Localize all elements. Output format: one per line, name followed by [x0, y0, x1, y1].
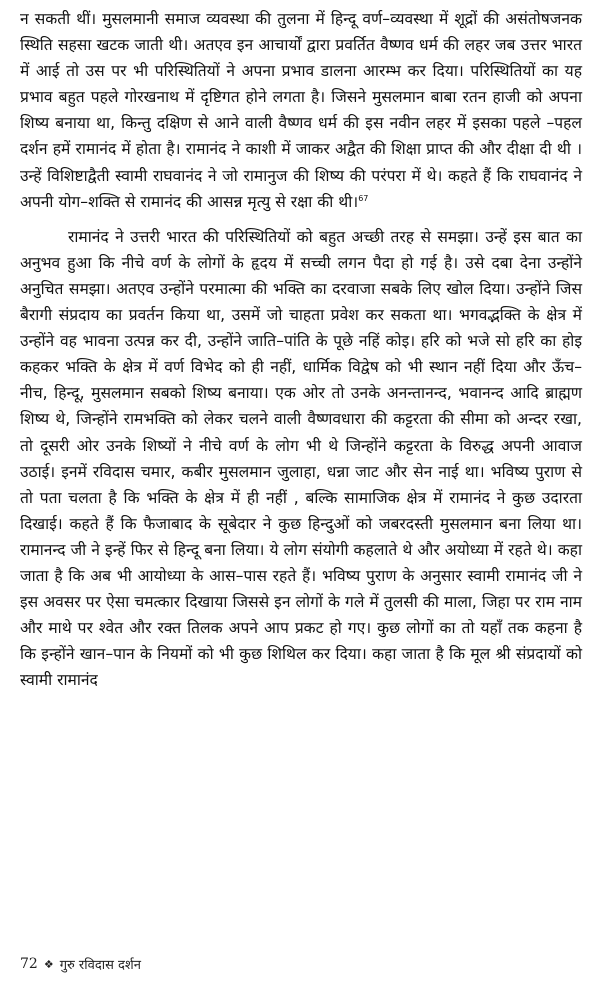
paragraph-1-text: न सकती थीं। मुसलमानी समाज व्यवस्था की तुलना में हिन्दू वर्ण–व्यवस्था में शूद्रों की असंतोषजनक स्थिति सहसा खटक जाती थी। अतएव इन आचार्यों द्वारा प्रवर्तित वैष्णव धर्म की लहर जब उत्तर भारत में आई तो उस पर भी परिस्थितियों ने अपना प्रभाव डालना आरम्भ कर दिया। परिस्थितियों का यह प्रभाव बहुत पहले गोरखनाथ में दृष्टिगत होने लगता है। जिसने मुसलमान बाबा रतन हाजी को अपना शिष्य बनाया था, किन्तु दक्षिण से आने वाली वैष्णव धर्म की इस नवीन लहर में इसका पहले –पहल दर्शन हमें रामानंद में होता है। रामानंद ने काशी में जाकर अद्वैत की शिक्षा प्राप्त की और दीक्षा दी थी । उन्हें विशिष्टाद्वैती स्वामी राघवानंद ने जो रामानुज की शिष्य की परंपरा में थे। कहते हैं कि राघवानंद ने अपनी योग–शक्ति से रामानंद की आसन्न मृत्यु से रक्षा की थी।	[20, 10, 582, 211]
footnote-marker: 67	[358, 193, 369, 203]
page-number: 72	[20, 956, 38, 972]
paragraph-2-text: रामानंद ने उत्तरी भारत की परिस्थितियों को बहुत अच्छी तरह से समझा। उन्हें इस बात का अनुभव हुआ कि नीचे वर्ण के लोगों के हृदय में सच्ची लगन पैदा हो गई है। उसे दबा देना उन्होंने अनुचित समझा। अतएव उन्होंने परमात्मा की भक्ति का दरवाजा सबके लिए खोल दिया। उन्होंने जिस बैरागी संप्रदाय का प्रवर्तन किया था, उसमें जो चाहता प्रवेश कर सकता था। भगवद्भक्ति के क्षेत्र में उन्होंने वह भावना उत्पन्न कर दी, उन्होंने जाति–पांति के पूछे नहिं कोइ। हरि को भजे सो हरि का होइ कहकर भक्ति के क्षेत्र में वर्ण विभेद को ही नहीं, धार्मिक विद्वेष को भी स्थान नहीं दिया और ऊँच–नीच, हिन्दू, मुसलमान सबको शिष्य बनाया। एक ओर तो उनके अनन्तानन्द, भवानन्द आदि ब्राह्मण शिष्य थे, जिन्होंने रामभक्ति को लेकर चलने वाली वैष्णवधारा की कट्टरता की सीमा को अन्दर रखा, तो दूसरी ओर उनके शिष्यों ने नीचे वर्ण के लोग भी थे जिन्होंने कट्टरता के विरुद्ध अपनी आवाज उठाई। इनमें रविदास चमार, कबीर मुसलमान जुलाहा, धन्ना जाट और सेन नाई था। भविष्य पुराण से तो पता चलता है कि भक्ति के क्षेत्र में ही नहीं , बल्कि सामाजिक क्षेत्र में रामानंद ने कुछ उदारता दिखाई। कहते हैं कि फैजाबाद के सूबेदार ने कुछ हिन्दुओं को जबरदस्ती मुसलमान बना लिया था। रामानन्द जी ने इन्हें फिर से हिन्दू बना लिया। ये लोग संयोगी कहलाते थे और अयोध्या में रहते थे। कहा जाता है कि अब भी आयोध्या के आस–पास रहते हैं। भविष्य पुराण के अनुसार स्वामी रामानंद जी ने इस अवसर पर ऐसा चमत्कार दिखाया जिससे इन लोगों के गले में तुलसी की माला, जिहा पर राम नाम और माथे पर श्वेत और रक्त तिलक अपने आप प्रकट हो गए। कुछ लोगों का तो यहाँ तक कहना है कि इन्होंने खान–पान के नियमों को भी कुछ शिथिल कर दिया। कहा जाता है कि मूल श्री संप्रदायों को स्वामी रामानंद	[20, 227, 582, 690]
page-body	[20, 6, 582, 693]
book-title: गुरु रविदास दर्शन	[59, 958, 141, 973]
ornament-icon: ❖	[43, 957, 54, 971]
paragraph-2	[20, 224, 582, 694]
paragraph-1	[20, 6, 582, 215]
page-footer	[20, 955, 141, 973]
